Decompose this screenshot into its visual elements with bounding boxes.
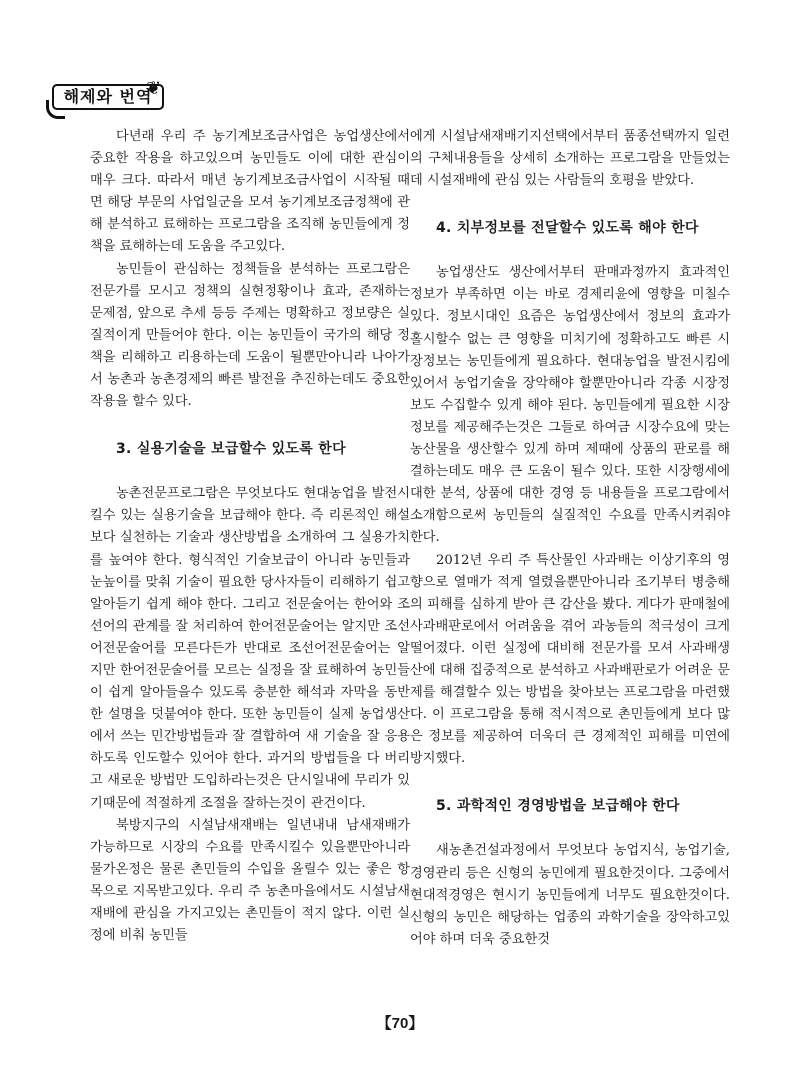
body-paragraph: 농민들이 관심하는 정책들을 분석하는 프로그람은 전문가를 모시고 정책의 실현정황이나 효과, 존재하는 문제점, 앞으로 추세 등등 주제는 명확하고 정보량은 실질적이게 만들어야 한다. 이는 농민들이 국가의 해당 정책을 리해하고 리용하는데 도움이 될뿐만아니라 나아가서 농촌과 농촌경제의 빠른 발전을 추진하는데도 중요한 작용을 할수 있다. <box>90 261 410 410</box>
section-heading-3: 3. 실용기술을 보급할수 있도록 한다 <box>116 441 346 458</box>
body-paragraph: 다년래 우리 주 농기계보조금사업은 농업생산에서 중요한 작용을 하고있으며 농민들도 이에 대한 관심이 매우 크다. 따라서 매년 농기계보조금사업이 시작될 때면 해당 부문의 사업일군을 모셔 농기계보조금정책에 관해 분석하고 료해하는 프로그람을 조직해 농민들에게 정책을 료해하는데 도움을 주고있다. <box>90 129 410 255</box>
section-heading-4: 4. 치부정보를 전달할수 있도록 해야 한다 <box>436 220 699 237</box>
section-logo <box>46 80 174 114</box>
left-column <box>90 126 410 947</box>
section-heading-5: 5. 과학적인 경영방법을 보급해야 한다 <box>436 798 680 815</box>
body-paragraph: 농업생산도 생산에서부터 판매과정까지 효과적인 정보가 부족하면 이는 바로 경제리윤에 영향을 미칠수 있다. 정보시대인 요즘은 농업생산에서 정보의 효과가 홀시할수 없는 큰 영향을 미치기에 정확하고도 빠른 시장정보는 농민들에게 필요하다. 현대농업을 발전시킴에 있어서 농업기술을 장악해야 할뿐만아니라 각종 시장정보도 수집할수 있게 해야 된다. 농민들에게 필요한 시장정보를 제공해주는것은 그들로 하여금 시장수요에 맞는 농산물을 생산할수 있게 하며 제때에 상품의 판로를 해결하는데도 매우 큰 도움이 될수 있다. 또한 시장행세에 대한 분석, 상품에 대한 경영 등 내용들을 프로그람에서 소개함으로써 농민들의 실질적인 수요를 만족시켜줘야 한다. <box>410 265 730 546</box>
body-paragraph: 북방지구의 시설남새재배는 일년내내 남새재배가 가능하므로 시장의 수요를 만족시킬수 있을뿐만아니라 물가온정은 물론 촌민들의 수입을 올릴수 있는 좋은 항목으로 지목받고있다. 우리 주 농촌마을에서도 시설남새재배에 관심을 가지고있는 촌민들이 적지 않다. 이런 실정에 비춰 농민들 <box>90 817 410 944</box>
body-paragraph-continued: 에게 시설남새재배기지선택에서부터 품종선택까지 일련의 구체내용들을 상세히 소개하는 프로그람을 만들었는데 시설재배에 관심 있는 사람들의 호평을 받았다. <box>410 129 730 189</box>
body-paragraph: 2012년 우리 주 특산물인 사과배는 이상기후의 영향으로 열매가 적게 열렸을뿐만아니라 조기부터 병충해의 피해를 심하게 받아 큰 감산을 봤다. 게다가 판매철에 사과배판로에서 어려움을 겪어 과농들의 적극성이 크게 떨어졌다. 이런 실정에 대비해 전문가를 모셔 사과배생산에 대해 집중적으로 분석하고 사과배판로가 어려운 문제를 해결할수 있는 방법을 찾아보는 프로그람을 마련했다. 이 프로그람을 통해 적시적으로 촌민들에게 보다 많은 정보를 제공하여 더욱더 큰 경제적인 피해를 미연에 방지했다. <box>410 552 730 767</box>
logo-label: 해제와 번역 <box>52 84 164 110</box>
page-number: 【70】 <box>376 1015 424 1032</box>
logo-swirl-icon: ❦ <box>146 78 162 99</box>
right-column <box>410 126 730 951</box>
body-paragraph: 농촌전문프로그람은 무엇보다도 현대농업을 발전시킬수 있는 실용기술을 보급해야 한다. 즉 리론적인 해설보다 실천하는 기술과 생산방법을 소개하여 그 실용가치를 높여야 한다. 형식적인 기술보급이 아니라 농민들과 눈높이를 맞춰 기술이 필요한 당사자들이 리해하기 쉽고 알아듣기 쉽게 해야 한다. 그리고 전문술어는 한어와 조선어의 관계를 잘 처리하여 한어전문술어는 알지만 조선어전문술어를 모른다든가 반대로 조선어전문술어는 알지만 한어전문술어를 모르는 실정을 잘 료해하여 농민들이 쉽게 알아들을수 있도록 충분한 해석과 자막을 동반한 설명을 덧붙여야 한다. 또한 농민들이 실제 농업생산에서 쓰는 민간방법들과 잘 결합하여 새 기술을 잘 응용하도록 인도할수 있어야 한다. 과거의 방법들을 다 버리고 새로운 방법만 도입하라는것은 단시일내에 무리가 있기때문에 적절하게 조절을 잘하는것이 관건이다. <box>90 486 410 811</box>
body-paragraph: 새농촌건설과정에서 무엇보다 농업지식, 농업기술, 경영관리 등은 신형의 농민에게 필요한것이다. 그중에서 현대적경영은 현시기 농민들에게 너무도 필요한것이다. 신형의 농민은 해당하는 업종의 과학기술을 장악하고있어야 하며 더욱 중요한것 <box>410 843 730 947</box>
